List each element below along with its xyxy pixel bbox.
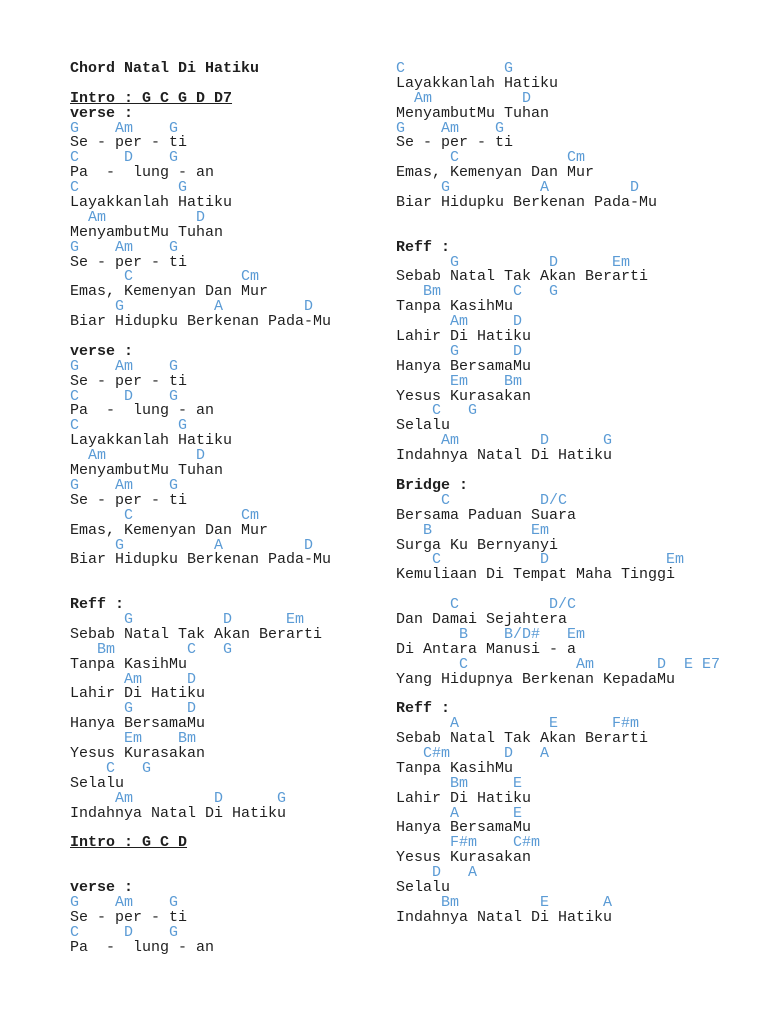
lyric-line: Biar Hidupku Berkenan Pada-Mu xyxy=(70,313,332,331)
lyric-line: Dan Damai Sejahtera xyxy=(396,610,568,628)
chord-line: Bm C G xyxy=(70,640,233,658)
chord-line: C#m D A xyxy=(396,744,550,762)
chord-line: G Am G xyxy=(70,476,179,494)
lyric-line: Surga Ku Bernyanyi xyxy=(396,536,559,554)
chord-line: G Am G xyxy=(70,357,179,375)
chord-line: B Em xyxy=(396,521,550,539)
right-column xyxy=(396,62,720,926)
chord-line: C D G xyxy=(70,387,179,405)
chord-line: G D xyxy=(396,342,523,360)
lyric-line: Indahnya Natal Di Hatiku xyxy=(70,804,287,822)
lyric-line: MenyambutMu Tuhan xyxy=(70,462,224,480)
chord-line: A E xyxy=(396,804,523,822)
chord-line: G A D xyxy=(70,536,314,554)
lyric-line: MenyambutMu Tuhan xyxy=(396,104,550,122)
chord-line: G A D xyxy=(70,298,314,316)
lyric-line: Selalu xyxy=(396,878,451,896)
lyric-line: Pa - lung - an xyxy=(70,164,215,182)
lyric-line: Se - per - ti xyxy=(70,908,188,926)
lyric-line: Selalu xyxy=(396,417,451,435)
lyric-line: Sebab Natal Tak Akan Berarti xyxy=(396,268,649,286)
lyric-line: Selalu xyxy=(70,774,125,792)
lyric-line: Se - per - ti xyxy=(70,253,188,271)
section-label: Reff : xyxy=(70,596,125,614)
lyric-line: Sebab Natal Tak Akan Berarti xyxy=(70,625,323,643)
chord-line: C D G xyxy=(70,149,179,167)
chord-line: C G xyxy=(396,60,514,77)
lyric-line: Lahir Di Hatiku xyxy=(396,789,532,807)
lyric-line: Hanya BersamaMu xyxy=(70,715,206,733)
lyric-line: Biar Hidupku Berkenan Pada-Mu xyxy=(70,551,332,569)
chord-line: Am D xyxy=(70,208,206,226)
chord-line: Bm E A xyxy=(396,893,613,911)
chord-line: F#m C#m xyxy=(396,834,541,852)
chord-line: G A D xyxy=(396,179,640,197)
lyric-line: Biar Hidupku Berkenan Pada-Mu xyxy=(396,194,658,212)
chord-line: G Am G xyxy=(396,119,505,137)
lyric-line: MenyambutMu Tuhan xyxy=(70,223,224,241)
section-label: verse : xyxy=(70,342,134,360)
chord-line: Bm E xyxy=(396,774,523,792)
chord-line: D A xyxy=(396,864,478,882)
lyric-line: Pa - lung - an xyxy=(70,938,215,956)
lyric-line: Tanpa KasihMu xyxy=(396,759,514,777)
lyric-line: Indahnya Natal Di Hatiku xyxy=(396,447,613,465)
lyric-line: Pa - lung - an xyxy=(70,402,215,420)
line-spacer xyxy=(70,568,331,583)
lyric-line: Hanya BersamaMu xyxy=(396,819,532,837)
chord-line: Am D xyxy=(396,89,532,107)
chord-line: Am D xyxy=(70,670,197,688)
line-spacer xyxy=(396,211,720,226)
lyric-line: Se - per - ti xyxy=(70,372,188,390)
lyric-line: Se - per - ti xyxy=(70,491,188,509)
chord-line: C Cm xyxy=(396,149,586,167)
lyric-line: Hanya BersamaMu xyxy=(396,357,532,375)
chord-line: Em Bm xyxy=(396,372,523,390)
lyric-line: Emas, Kemenyan Dan Mur xyxy=(396,164,595,182)
lyric-line: Lahir Di Hatiku xyxy=(396,328,532,346)
chord-line: C D/C xyxy=(396,491,568,509)
lyric-line: Layakkanlah Hatiku xyxy=(70,432,233,450)
lyric-line: Bersama Paduan Suara xyxy=(396,506,577,524)
section-label: Reff : xyxy=(396,700,451,718)
section-label: Reff : xyxy=(396,238,451,256)
chord-line: B B/D# Em xyxy=(396,625,586,643)
lyric-line: Yang Hidupnya Berkenan KepadaMu xyxy=(396,670,676,688)
chord-line: G D Em xyxy=(396,253,631,271)
chord-line: Bm C G xyxy=(396,283,559,301)
chord-line: C D/C xyxy=(396,596,577,614)
chord-line: C Am D E E7 xyxy=(396,655,721,673)
lyric-line: Lahir Di Hatiku xyxy=(70,685,206,703)
chord-line: Em Bm xyxy=(70,730,197,748)
chord-line: C Cm xyxy=(70,506,260,524)
line-spacer xyxy=(70,851,331,866)
chord-line: C Cm xyxy=(70,268,260,286)
lyric-line: Yesus Kurasakan xyxy=(396,387,532,405)
intro-heading: Intro : G C G D D7 xyxy=(70,89,233,107)
lyric-line: Layakkanlah Hatiku xyxy=(70,194,233,212)
lyric-line: Tanpa KasihMu xyxy=(396,298,514,316)
chord-line: C G xyxy=(70,759,152,777)
chord-line: G Am G xyxy=(70,238,179,256)
section-label: verse : xyxy=(70,104,134,122)
chord-line: Am D G xyxy=(396,432,613,450)
lyric-line: Emas, Kemenyan Dan Mur xyxy=(70,521,269,539)
chord-line: C D Em xyxy=(396,551,685,569)
chord-line: Am D xyxy=(70,447,206,465)
chord-line: C G xyxy=(70,179,188,197)
lyric-line: Yesus Kurasakan xyxy=(70,744,206,762)
section-label: Bridge : xyxy=(396,476,469,494)
lyric-line: Tanpa KasihMu xyxy=(70,655,188,673)
lyric-line: Sebab Natal Tak Akan Berarti xyxy=(396,730,649,748)
lyric-line: Indahnya Natal Di Hatiku xyxy=(396,908,613,926)
section-label: verse : xyxy=(70,878,134,896)
chord-line: G Am G xyxy=(70,119,179,137)
lyric-line: Di Antara Manusi - a xyxy=(396,640,577,658)
left-column xyxy=(70,62,331,955)
chord-line: C D G xyxy=(70,923,179,941)
lyric-line: Kemuliaan Di Tempat Maha Tinggi xyxy=(396,566,676,584)
chord-line: Am D G xyxy=(70,789,287,807)
chord-line: C G xyxy=(70,417,188,435)
lyric-line: Yesus Kurasakan xyxy=(396,849,532,867)
chord-line: C G xyxy=(396,402,478,420)
lyric-line: Se - per - ti xyxy=(396,134,514,152)
chord-line: Am D xyxy=(396,313,523,331)
chord-line: G Am G xyxy=(70,893,179,911)
song-title: Chord Natal Di Hatiku xyxy=(70,60,260,77)
lyric-line: Se - per - ti xyxy=(70,134,188,152)
intro-heading: Intro : G C D xyxy=(70,834,188,852)
lyric-line: Layakkanlah Hatiku xyxy=(396,74,559,92)
lyric-line: Emas, Kemenyan Dan Mur xyxy=(70,283,269,301)
chord-line: G D Em xyxy=(70,610,305,628)
chord-line: A E F#m xyxy=(396,715,640,733)
chord-line: G D xyxy=(70,700,197,718)
